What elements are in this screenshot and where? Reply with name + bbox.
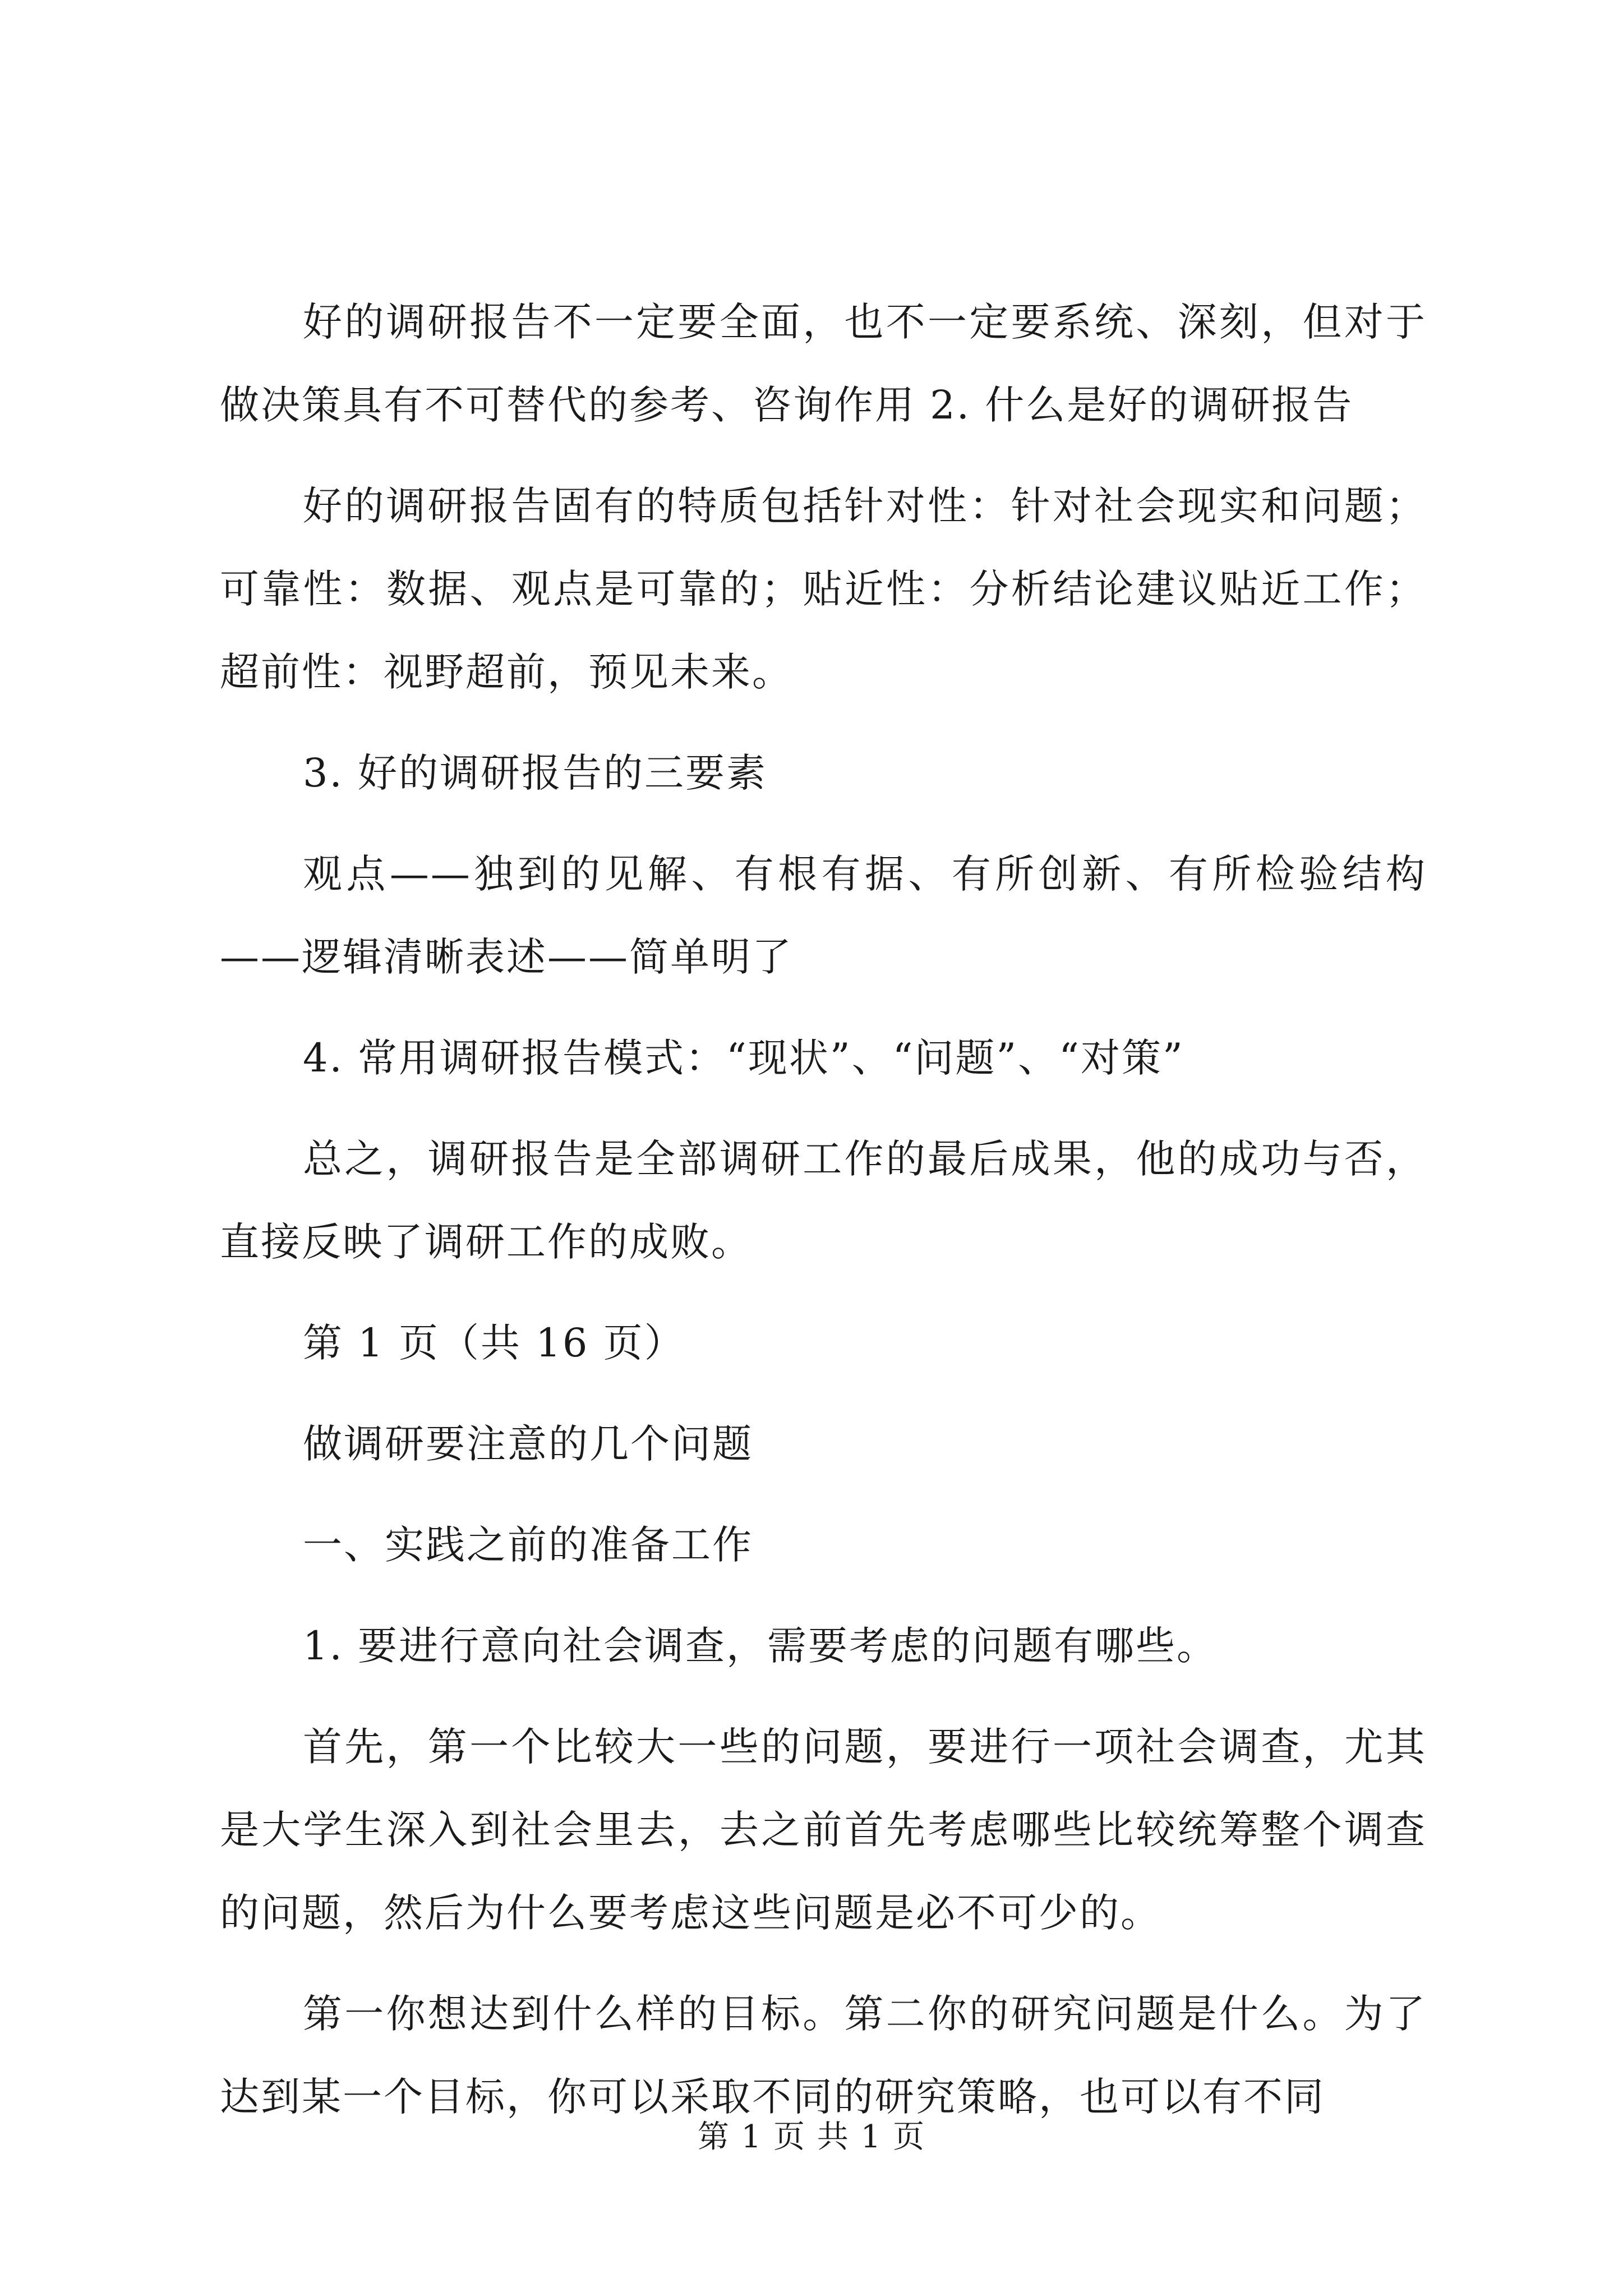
paragraph-qualities: 好的调研报告固有的特质包括针对性：针对社会现实和问题；可靠性：数据、观点是可靠的；贴近性：分析结论建议贴近工作；超前性：视野超前，预见未来。 xyxy=(220,483,1427,695)
section-heading-preparation: 一、实践之前的准备工作 xyxy=(303,1522,753,1568)
section-title: 做调研要注意的几个问题 xyxy=(303,1421,753,1467)
paragraph-elements: 观点——独到的见解、有根有据、有所创新、有所检验结构——逻辑清晰表述——简单明了 xyxy=(220,851,1427,980)
subheading-questions: 1. 要进行意向社会调查，需要考虑的问题有哪些。 xyxy=(303,1623,1218,1669)
paragraph-first-question: 首先，第一个比较大一些的问题，要进行一项社会调查，尤其是大学生深入到社会里去，去之前首先考虑哪些比较统筹整个调查的问题，然后为什么要考虑这些问题是必不可少的。 xyxy=(220,1724,1427,1936)
paragraph-goals: 第一你想达到什么样的目标。第二你的研究问题是什么。为了达到某一个目标，你可以采取不同的研究策略，也可以有不同 xyxy=(220,1991,1427,2120)
paragraph-conclusion: 总之，调研报告是全部调研工作的最后成果，他的成功与否，直接反映了调研工作的成败。 xyxy=(220,1136,1427,1265)
paragraph-intro: 好的调研报告不一定要全面，也不一定要系统、深刻，但对于做决策具有不可替代的参考、咨询作用 2. 什么是好的调研报告 xyxy=(220,299,1427,428)
document-body xyxy=(220,280,1427,2156)
heading-report-mode: 4. 常用调研报告模式：“现状”、“问题”、“对策” xyxy=(303,1035,1184,1081)
page-footer: 第 1 页 共 1 页 xyxy=(697,2119,926,2155)
heading-three-elements: 3. 好的调研报告的三要素 xyxy=(303,750,768,796)
inline-page-marker: 第 1 页（共 16 页） xyxy=(303,1320,685,1366)
